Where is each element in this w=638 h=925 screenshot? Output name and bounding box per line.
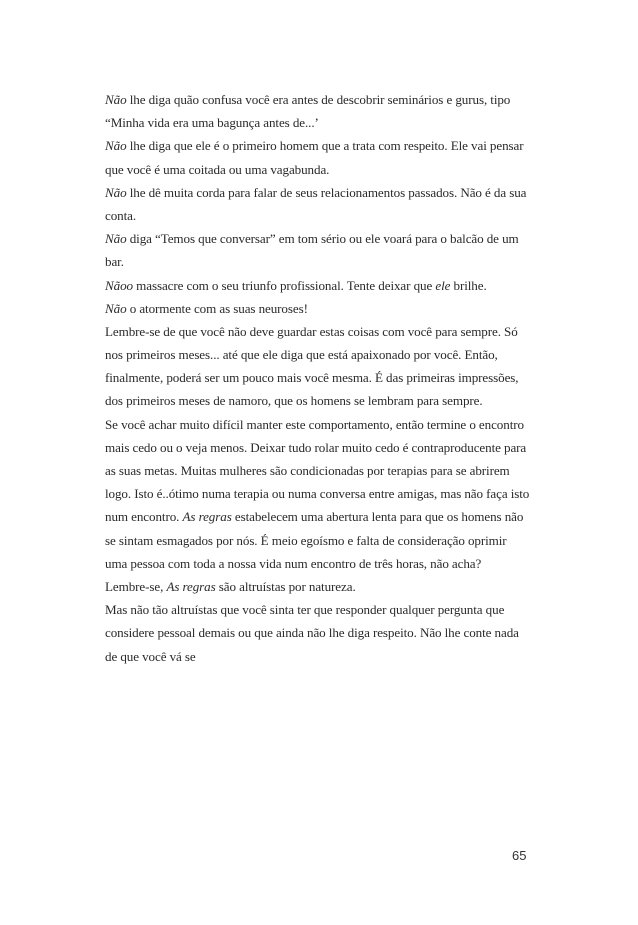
text-line xyxy=(105,227,540,250)
text-segment: “Minha vida era uma bagunça antes de...’ xyxy=(105,115,319,131)
text-line xyxy=(105,575,540,598)
italic-text-segment: Não xyxy=(105,184,127,200)
text-segment: são altruístas por natureza. xyxy=(215,578,356,594)
text-segment: num encontro. xyxy=(105,509,183,525)
text-line xyxy=(105,598,540,621)
text-line xyxy=(105,529,540,552)
text-segment: estabelecem uma abertura lenta para que os homens não xyxy=(231,509,524,525)
text-line xyxy=(105,621,540,644)
text-line xyxy=(105,297,540,320)
italic-text-segment: As regras xyxy=(182,509,232,525)
text-line xyxy=(105,88,540,111)
text-line xyxy=(105,274,540,297)
text-line xyxy=(105,505,540,528)
text-segment: Lembre-se de que você não deve guardar estas coisas com você para sempre. Só xyxy=(105,323,518,339)
text-segment: lhe diga quão confusa você era antes de descobrir seminários e gurus, tipo xyxy=(126,92,511,107)
page-number: 65 xyxy=(512,848,527,863)
italic-text-segment: ele xyxy=(435,277,451,293)
text-line xyxy=(105,459,540,482)
italic-text-segment: Não xyxy=(105,138,127,154)
text-segment: bar. xyxy=(105,254,124,270)
text-line xyxy=(105,250,540,273)
italic-text-segment: Não xyxy=(105,92,127,107)
text-segment: lhe dê muita corda para falar de seus relacionamentos passados. Não é da sua xyxy=(126,184,527,200)
text-line xyxy=(105,158,540,181)
text-segment: mais cedo ou o veja menos. Deixar tudo rolar muito cedo é contraproducente para xyxy=(105,439,527,455)
text-segment: diga “Temos que conversar” em tom sério ou ele voará para o balcão de um xyxy=(126,231,519,247)
text-line xyxy=(105,482,540,505)
italic-text-segment: As regras xyxy=(166,578,216,594)
text-segment: uma pessoa com toda a nossa vida num encontro de três horas, não acha? xyxy=(105,555,482,571)
italic-text-segment: Nãoo xyxy=(105,277,133,293)
text-segment: que você é uma coitada ou uma vagabunda. xyxy=(105,161,330,177)
text-segment: considere pessoal demais ou que ainda não lhe diga respeito. Não lhe conte nada xyxy=(105,625,519,641)
text-segment: Mas não tão altruístas que você sinta ter que responder qualquer pergunta que xyxy=(105,602,505,618)
text-segment: as suas metas. Muitas mulheres são condicionadas por terapias para se abrirem xyxy=(105,463,510,478)
text-line xyxy=(105,343,540,366)
italic-text-segment: Não xyxy=(105,300,127,316)
text-segment: conta. xyxy=(105,207,137,223)
text-segment: logo. Isto é..ótimo numa terapia ou numa conversa entre amigas, mas não faça isto xyxy=(105,486,530,502)
text-line xyxy=(105,436,540,459)
text-segment: massacre com o seu triunfo profissional. Tente deixar que xyxy=(132,277,436,293)
text-line xyxy=(105,366,540,389)
text-line xyxy=(105,134,540,157)
text-segment: dos primeiros meses de namoro, que os homens se lembram para sempre. xyxy=(105,393,483,409)
text-segment: o atormente com as suas neuroses! xyxy=(126,300,308,316)
text-line xyxy=(105,181,540,204)
text-segment: Lembre-se, xyxy=(105,578,167,594)
text-segment: nos primeiros meses... até que ele diga que está apaixonado por você. Então, xyxy=(105,347,498,363)
text-segment: lhe diga que ele é o primeiro homem que a trata com respeito. Ele vai pensar xyxy=(126,138,524,154)
body-text xyxy=(105,88,540,668)
text-segment: se sintam esmagados por nós. É meio egoísmo e falta de consideração oprimir xyxy=(105,532,507,548)
text-line xyxy=(105,204,540,227)
text-line xyxy=(105,552,540,575)
text-line xyxy=(105,413,540,436)
text-segment: finalmente, poderá ser um pouco mais você mesma. É das primeiras impressões, xyxy=(105,370,519,386)
text-segment: Se você achar muito difícil manter este comportamento, então termine o encontro xyxy=(105,416,524,432)
text-line xyxy=(105,389,540,412)
text-line xyxy=(105,320,540,343)
text-line xyxy=(105,645,540,668)
text-segment: brilhe. xyxy=(450,277,487,293)
text-line xyxy=(105,111,540,134)
italic-text-segment: Não xyxy=(105,231,127,247)
text-segment: de que você vá se xyxy=(105,648,196,664)
